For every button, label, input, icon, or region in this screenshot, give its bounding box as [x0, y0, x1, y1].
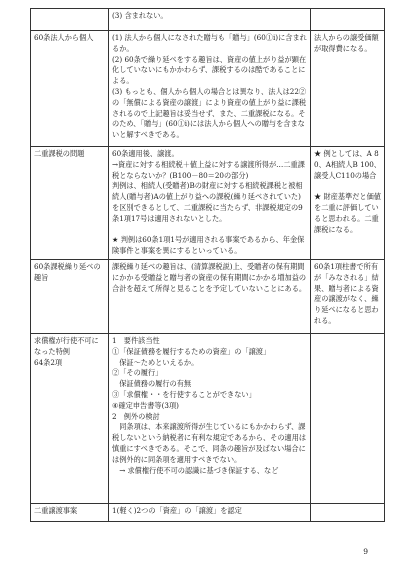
row-note: 法人からの譲受価額が取得費になる。: [311, 31, 385, 147]
row-body: 60条適用後、譲渡。 →資産に対する相続税＋値上益に対する譲渡所得が…二重課税とならないか？(B100－80＝20の部分) 判例は、相続人(受贈者)Bの財産に対する相続税課税と被相続人(贈与者)Aの値上がり益への課税(繰り延べされていた)を区別できるとして、二重課税に当たらず、非課税規定の9条1項17号は適用されないとした。 ★ 判例は60条1項1号が適用される事案であるから、年金保険事件と事案を異にするといっている。: [109, 147, 311, 260]
row-key: 60条課税繰り延べの趣旨: [31, 259, 109, 333]
table-row: [31, 333, 385, 503]
table-row: [31, 9, 385, 31]
table-row: [31, 259, 385, 333]
row-key: 二重課税の問題: [31, 147, 109, 260]
table-row: [31, 147, 385, 260]
page-number: 9: [363, 547, 368, 556]
row-note: [311, 333, 385, 503]
row-key: 60条法人から個人: [31, 31, 109, 147]
row-body: (3) 含まれない。: [109, 9, 311, 31]
row-key: [31, 9, 109, 31]
row-key: 求償権が行使不可になった特例 64条2項: [31, 333, 109, 503]
row-note: 60条1項柱書で所有が「みなされる」結果、贈与者による資産の譲渡がなく、繰り延べになると思われる。: [311, 259, 385, 333]
row-note: [311, 503, 385, 521]
row-note: ★ 例としては、A 80、A相続人B 100、譲受人C110の場合 ★ 財産基準だと価値を二重に評価していると思われる。二重課税になる。: [311, 147, 385, 260]
row-body: 1(軽く)2つの「資産」の「譲渡」を認定: [109, 503, 311, 521]
row-body: 1 要件該当性 ①「保証債務を履行するための資産」の「譲渡」 保証〜ためといえるか。 ②「その履行」 保証債務の履行の有無 ③「求償権・・を行使することができない」 ④確定申告書等(3項) 2 例外の検討 同条項は、本来譲渡所得が生じているにもかかわらず、課税しないという納税者に有利な規定であるから、その適用は慎重にすべきである。そこで、同条の趣旨が及ばない場合には例外的に同条項を適用すべきでない。 → 求償権行使不可の認識に基づき保証する、など: [109, 333, 311, 503]
document-page: [30, 8, 384, 522]
row-key: 二重譲渡事案: [31, 503, 109, 521]
table-row: [31, 31, 385, 147]
row-body: 課税繰り延べの趣旨は、(清算課税説)上、受贈者の保有期間にかかる受贈益と贈与者の資産の保有期間にかかる増加益の合計を超えて所得と見ることを予定していないことにある。: [109, 259, 311, 333]
notes-table: [30, 8, 385, 522]
table-row: [31, 503, 385, 521]
row-body: (1) 法人から個人になされた贈与も「贈与」(60①ⅰ)に含まれるか。 (2) 60条で繰り延べをする趣旨は、資産の値上がり益が顕在化していないにもかかわらず、課税するのは酷であることによる。 (3) もっとも、個人から個人の場合とは異なり、法人は22②の「無償による資産の譲渡」により資産の値上がり益に課税されるので上記趣旨は妥当せず、また、二重課税になる。そのため、「贈与」(60①ⅰ)には法人から個人への贈与を含まないと解すべきである。: [109, 31, 311, 147]
row-note: [311, 9, 385, 31]
